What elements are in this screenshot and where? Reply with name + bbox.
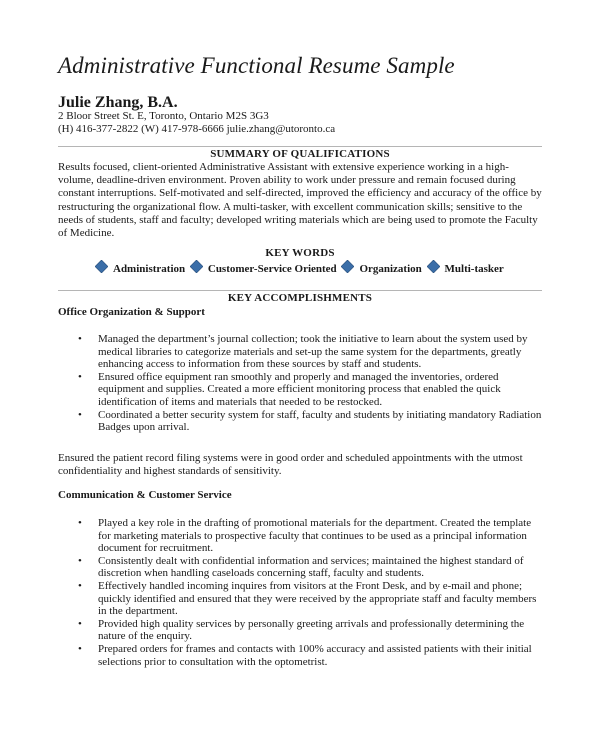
contact-phone-email: (H) 416-377-2822 (W) 417-978-6666 julie.zhang@utoronto.ca: [58, 123, 336, 135]
keyword-label: Customer-Service Oriented: [207, 263, 337, 275]
diamond-bullet-icon: [95, 260, 108, 273]
list-item-text: Consistently dealt with confidential information and services; maintained the highest standard of discretion when handling caseloads concerning staff, faculty and students.: [98, 554, 524, 580]
keyword-label: Administration: [113, 263, 186, 275]
keyword-label: Organization: [359, 263, 422, 275]
list-item: [58, 333, 542, 371]
diamond-bullet-icon: [190, 260, 203, 273]
office-bullet-list: [58, 333, 542, 434]
keyword-item: [190, 262, 337, 275]
candidate-name: Julie Zhang, B.A.: [58, 94, 178, 111]
bullet-icon: •: [78, 333, 82, 345]
list-item: [58, 409, 542, 434]
list-item-text: Played a key role in the drafting of promotional materials for the department. Created the template for marketing materials to prospective faculty that continues to be used as a principal information document for recruitment.: [98, 517, 532, 555]
list-item-text: Prepared orders for frames and contacts with 100% accuracy and assisted patients with their initial selections prior to consultation with the optometrist.: [98, 642, 532, 668]
communication-subheading: Communication & Customer Service: [58, 489, 232, 501]
list-item: [58, 371, 542, 409]
divider: [58, 290, 542, 291]
bullet-icon: •: [78, 370, 82, 383]
office-subheading: Office Organization & Support: [58, 306, 205, 318]
list-item: [58, 580, 542, 618]
contact-address: 2 Bloor Street St. E, Toronto, Ontario M2S 3G3: [58, 110, 269, 122]
accomplishments-heading: KEY ACCOMPLISHMENTS: [227, 292, 373, 304]
keywords-list: [95, 262, 545, 280]
list-item-text: Ensured office equipment ran smoothly and properly and managed the inventories, ordered equipment and supplies. Created a more efficient monitoring process that enabled the quick identification of items and materials that needed to be restocked.: [98, 370, 501, 408]
keyword-label: Multi-tasker: [444, 263, 504, 275]
summary-text: Results focused, client-oriented Administrative Assistant with extensive experience working in a high-volume, deadline-driven environment. Proven ability to work under pressure and remain focused during constant interruptions. Self-motivated and self-directed, improved the efficiency and accuracy of the office by restructuring the organizational flow. A multi-tasker, with excellent communication skills; sensitive to the needs of students, staff and faculty; developed writing materials which are being used to promote the Faculty of Medicine.: [58, 161, 542, 240]
office-note: Ensured the patient record filing systems were in good order and scheduled appointments with the utmost confidentiality and highest standards of sensitivity.: [58, 452, 523, 478]
document-title: Administrative Functional Resume Sample: [58, 53, 455, 78]
list-item: [58, 517, 542, 555]
bullet-icon: •: [78, 617, 82, 630]
bullet-icon: •: [78, 408, 82, 421]
diamond-bullet-icon: [341, 260, 354, 273]
list-item: [58, 555, 542, 580]
keyword-item: [427, 262, 504, 275]
list-item: [58, 643, 542, 668]
list-item-text: Managed the department’s journal collection; took the initiative to learn about the system used by medical libraries to categorize materials and set-up the same system for the departments, greatly enhancing access to information from these sources by staff and students.: [98, 333, 528, 371]
list-item-text: Provided high quality services by personally greeting arrivals and professionally determining the nature of the enquiry.: [98, 617, 525, 643]
keyword-item: [341, 262, 421, 275]
list-item-text: Effectively handled incoming inquires from visitors at the Front Desk, and by e-mail and phone; quickly identified and ensured that they were received by the appropriate staff and faculty members in the department.: [98, 579, 537, 618]
summary-heading: SUMMARY OF QUALIFICATIONS: [210, 148, 390, 160]
bullet-icon: •: [78, 579, 82, 592]
list-item: [58, 618, 542, 643]
list-item-text: Coordinated a better security system for staff, faculty and students by initiating mandatory Radiation Badges upon arrival.: [98, 408, 542, 434]
bullet-icon: •: [78, 554, 82, 567]
keyword-item: [95, 262, 185, 275]
divider: [58, 146, 542, 147]
keywords-heading: KEY WORDS: [265, 247, 335, 259]
bullet-icon: •: [78, 642, 82, 655]
diamond-bullet-icon: [427, 260, 440, 273]
bullet-icon: •: [78, 517, 82, 529]
communication-bullet-list: [58, 517, 542, 668]
